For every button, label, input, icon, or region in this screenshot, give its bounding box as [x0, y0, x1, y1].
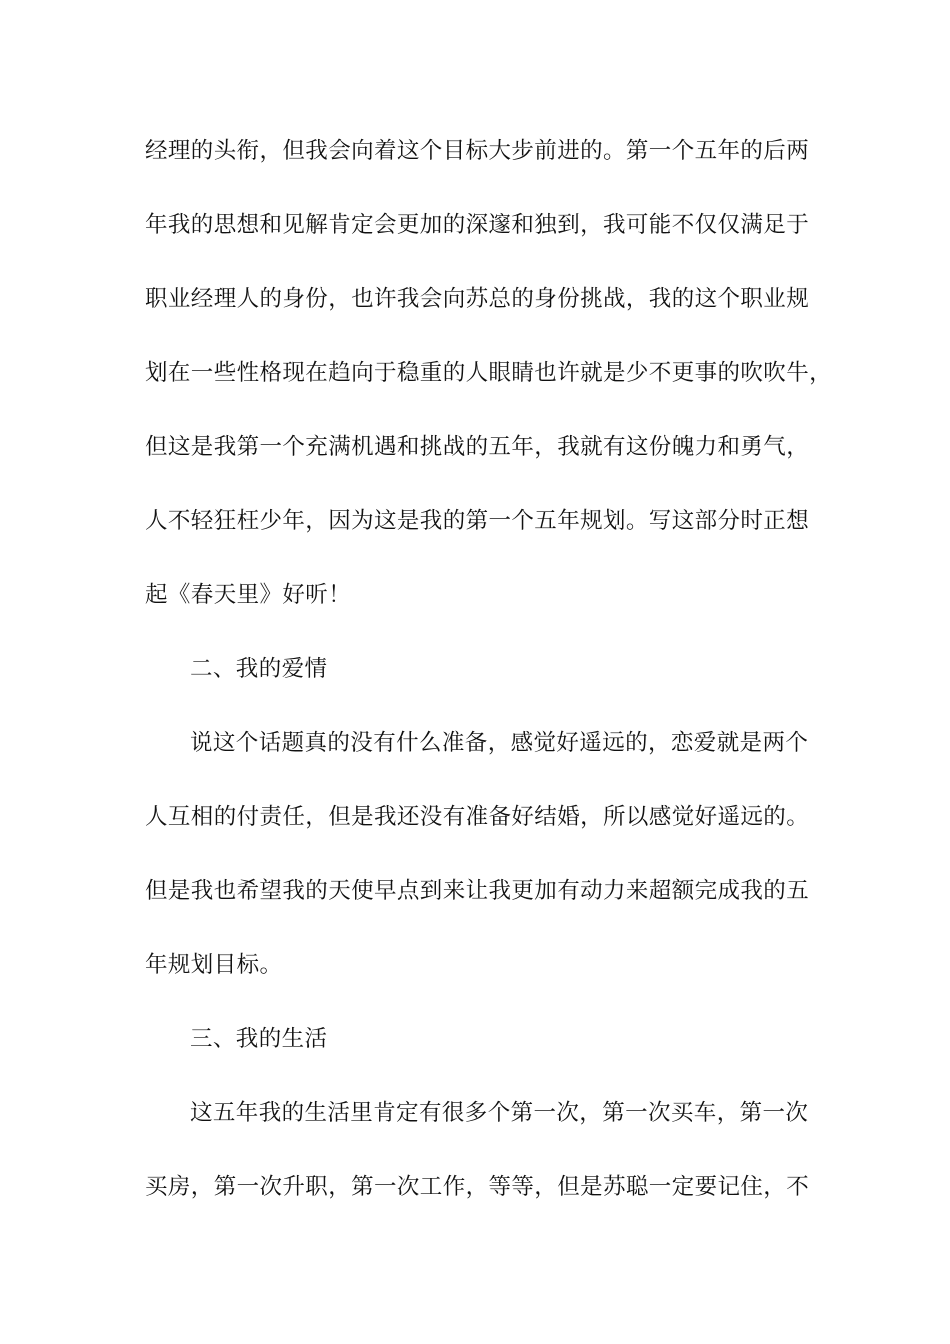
paragraph-line: 这五年我的生活里肯定有很多个第一次，第一次买车，第一次 — [190, 1100, 809, 1126]
paragraph-line: 人互相的付责任，但是我还没有准备好结婚，所以感觉好遥远的。 — [145, 804, 810, 830]
paragraph-line: 经理的头衔，但我会向着这个目标大步前进的。第一个五年的后两 — [145, 138, 810, 164]
paragraph-line: 年我的思想和见解肯定会更加的深邃和独到，我可能不仅仅满足于 — [145, 212, 810, 238]
paragraph-line: 起《春天里》好听！ — [145, 582, 352, 608]
paragraph-line: 买房，第一次升职，第一次工作，等等，但是苏聪一定要记住，不 — [145, 1174, 810, 1200]
paragraph-line: 说这个话题真的没有什么准备，感觉好遥远的，恋爱就是两个 — [190, 730, 809, 756]
paragraph-line: 但是我也希望我的天使早点到来让我更加有动力来超额完成我的五 — [145, 878, 810, 904]
paragraph-line: 人不轻狂枉少年，因为这是我的第一个五年规划。写这部分时正想 — [145, 508, 810, 534]
paragraph-line: 但这是我第一个充满机遇和挑战的五年，我就有这份魄力和勇气， — [145, 434, 810, 460]
section-heading-love: 二、我的爱情 — [190, 656, 328, 682]
paragraph-line: 职业经理人的身份，也许我会向苏总的身份挑战，我的这个职业规 — [145, 286, 810, 312]
paragraph-line: 年规划目标。 — [145, 952, 283, 978]
section-heading-life: 三、我的生活 — [190, 1026, 328, 1052]
paragraph-line: 划在一些性格现在趋向于稳重的人眼睛也许就是少不更事的吹吹牛， — [145, 360, 833, 386]
